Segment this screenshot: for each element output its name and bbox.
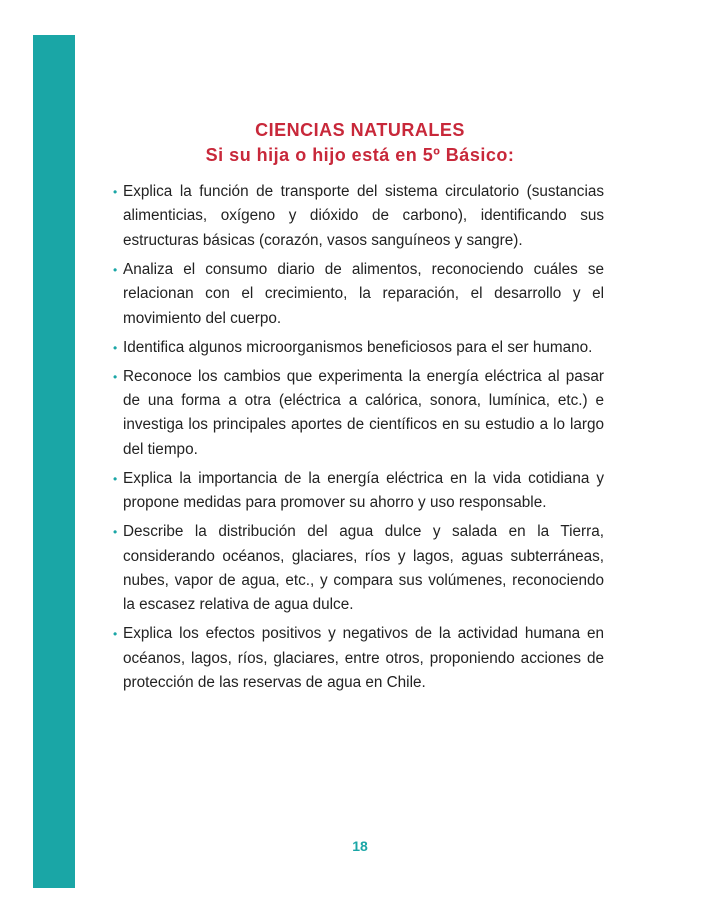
list-item [112,622,604,695]
page-number: 18 [352,838,368,854]
list-item [112,520,604,618]
list-item [112,336,604,360]
bullet-icon: • [113,340,118,355]
item-text: Reconoce los cambios que experimenta la energía eléctrica al pasar de una forma a otra (eléctrica a calórica, sonora, lumínica, etc.) e investiga los principales aportes de científicos en su estudio a lo largo del tiempo. [123,367,604,458]
item-text: Analiza el consumo diario de alimentos, reconociendo cuáles se relacionan con el crecimiento, la reparación, el desarrollo y el movimiento del cuerpo. [123,260,604,327]
item-text: Identifica algunos microorganismos beneficiosos para el ser humano. [123,338,593,356]
bullet-icon: • [113,525,118,540]
bullet-icon: • [113,185,118,199]
list-item [112,467,604,516]
title-grade: Si su hija o hijo está en 5º Básico: [205,145,515,165]
learning-objectives-list [112,180,604,700]
bullet-icon: • [113,471,118,486]
list-item [112,365,604,463]
list-item [112,258,604,331]
side-color-bar [33,35,75,888]
bullet-icon: • [113,369,118,384]
item-text: Explica los efectos positivos y negativos de la actividad humana en océanos, lagos, ríos, glaciares, entre otros, proponiendo acciones de protección de las reservas de agua en Chile. [123,625,604,692]
bullet-icon: • [113,627,118,642]
page-title [100,118,620,168]
item-text: Explica la función de transporte del sistema circulatorio (sustancias alimenticias, oxígeno y dióxido de carbono), identificando sus estructuras básicas (corazón, vasos sanguíneos y sangre). [123,183,604,249]
bullet-icon: • [113,262,118,277]
item-text: Explica la importancia de la energía eléctrica en la vida cotidiana y propone medidas para promover su ahorro y uso responsable. [123,469,604,512]
item-text: Describe la distribución del agua dulce y salada en la Tierra, considerando océanos, glaciares, ríos y lagos, aguas subterráneas, nubes, vapor de agua, etc., y compara sus volúmenes, reconociendo la escasez relativa de agua dulce. [123,523,604,614]
list-item [112,180,604,253]
title-subject: CIENCIAS NATURALES [255,120,465,140]
